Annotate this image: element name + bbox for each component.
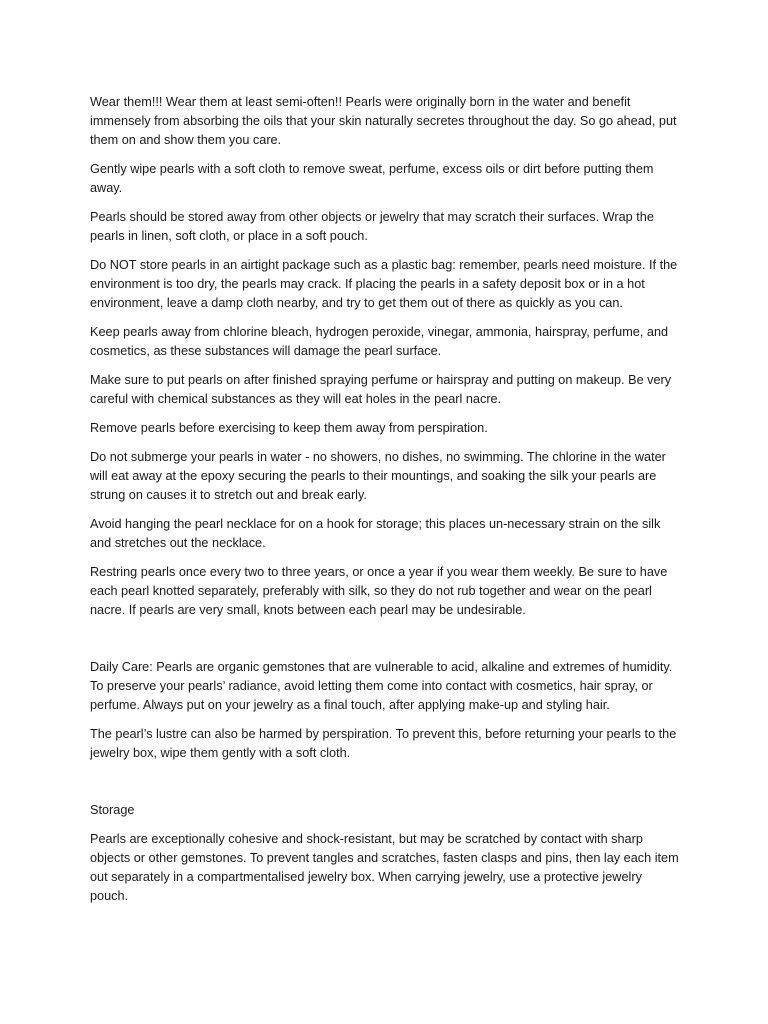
paragraph-store-away: Pearls should be stored away from other objects or jewelry that may scratch their surfaces. Wrap the pearls in linen, soft cloth, or place in a soft pouch. xyxy=(90,210,654,243)
paragraph-exercise: Remove pearls before exercising to keep them away from perspiration. xyxy=(90,421,488,435)
paragraph-chemicals: Keep pearls away from chlorine bleach, hydrogen peroxide, vinegar, ammonia, hairspray, perfume, and cosmetics, as these substances will damage the pearl surface. xyxy=(90,325,669,358)
paragraph-daily-care: Daily Care: Pearls are organic gemstones that are vulnerable to acid, alkaline and extremes of humidity. To preserve your pearls’ radiance, avoid letting them come into contact with cosmetics, hair spray, or perfume. Always put on your jewelry as a final touch, after applying make-up and styling hair. xyxy=(90,660,673,712)
paragraph-storage: Pearls are exceptionally cohesive and shock-resistant, but may be scratched by contact with sharp objects or other gemstones. To prevent tangles and scratches, fasten clasps and pins, then lay each item out separately in a compartmentalised jewelry box. When carrying jewelry, use a protective jewelry pouch. xyxy=(90,832,679,903)
paragraph-wear-them: Wear them!!! Wear them at least semi-often!! Pearls were originally born in the water and benefit immensely from absorbing the oils that your skin naturally secretes throughout the day. So go ahead, put them on and show them you care. xyxy=(90,95,677,147)
paragraph-hanging: Avoid hanging the pearl necklace for on a hook for storage; this places un-necessary strain on the silk and stretches out the necklace. xyxy=(90,517,661,550)
storage-heading: Storage xyxy=(90,803,135,817)
paragraph-perspiration: The pearl’s lustre can also be harmed by perspiration. To prevent this, before returning your pearls to the jewelry box, wipe them gently with a soft cloth. xyxy=(90,727,677,760)
paragraph-perfume-makeup: Make sure to put pearls on after finished spraying perfume or hairspray and putting on makeup. Be very careful with chemical substances as they will eat holes in the pearl nacre. xyxy=(90,373,672,406)
document-body xyxy=(90,93,680,916)
paragraph-wipe-pearls: Gently wipe pearls with a soft cloth to remove sweat, perfume, excess oils or dirt before putting them away. xyxy=(90,162,654,195)
paragraph-restring: Restring pearls once every two to three years, or once a year if you wear them weekly. Be sure to have each pearl knotted separately, preferably with silk, so they do not rub together and wear on the pearl nacre. If pearls are very small, knots between each pearl may be undesirable. xyxy=(90,565,668,617)
paragraph-water: Do not submerge your pearls in water - no showers, no dishes, no swimming. The chlorine in the water will eat away at the epoxy securing the pearls to their mountings, and soaking the silk your pearls are strung on causes it to stretch out and break early. xyxy=(90,450,666,502)
paragraph-airtight-package: Do NOT store pearls in an airtight package such as a plastic bag: remember, pearls need moisture. If the environment is too dry, the pearls may crack. If placing the pearls in a safety deposit box or in a hot environment, leave a damp cloth nearby, and try to get them out of there as quickly as you can. xyxy=(90,258,678,310)
